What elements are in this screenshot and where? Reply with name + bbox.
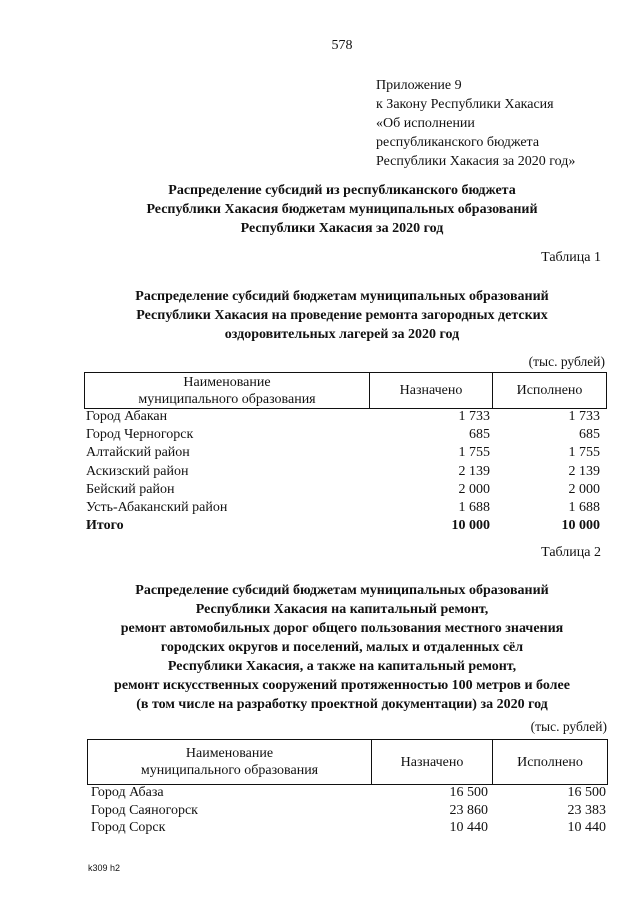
- main-title: [0, 181, 639, 238]
- table2-title-line: городских округов и поселений, малых и отдаленных сёл: [160, 640, 524, 655]
- row-assigned: 685: [469, 427, 490, 443]
- table-row: [86, 463, 606, 481]
- row-executed: 10 440: [567, 820, 606, 835]
- table2-units: (тыс. рублей): [530, 719, 607, 734]
- row-assigned: 1 688: [458, 499, 490, 515]
- table2-label: Таблица 2: [541, 545, 601, 560]
- table-row: [91, 819, 606, 837]
- row-name: Город Абаза: [91, 785, 164, 800]
- row-name: Аскизский район: [86, 463, 189, 479]
- appendix-line: Республики Хакасия за 2020 год»: [376, 154, 576, 169]
- table-row: [91, 802, 606, 820]
- total-name: Итого: [86, 518, 124, 534]
- table-row: [86, 481, 606, 499]
- page-number: 578: [331, 38, 353, 53]
- total-executed: 10 000: [561, 518, 600, 534]
- header-line: муниципального образования: [140, 763, 319, 778]
- row-assigned: 23 860: [449, 802, 488, 818]
- table1-title-line: Республики Хакасия на проведение ремонта загородных детских: [136, 308, 548, 323]
- row-name: Город Саяногорск: [91, 802, 198, 818]
- row-assigned: 16 500: [449, 785, 488, 800]
- row-executed: 1 755: [568, 445, 600, 461]
- row-executed: 1 688: [568, 499, 600, 515]
- table1-body: [86, 408, 606, 535]
- table1-header-name: [85, 373, 370, 408]
- row-assigned: 1 733: [458, 409, 490, 424]
- row-name: Бейский район: [86, 481, 175, 497]
- appendix-line: «Об исполнении: [376, 116, 475, 131]
- row-executed: 16 500: [567, 785, 606, 800]
- appendix-line: республиканского бюджета: [376, 135, 540, 150]
- appendix-line: Приложение 9: [376, 78, 462, 93]
- row-name: Усть-Абаканский район: [86, 499, 228, 515]
- total-assigned: 10 000: [451, 518, 490, 534]
- appendix-line: к Закону Республики Хакасия: [376, 97, 554, 112]
- row-assigned: 2 139: [458, 463, 490, 479]
- main-title-line: Республики Хакасия за 2020 год: [240, 221, 444, 236]
- table2-header: [87, 739, 608, 785]
- header-line: муниципального образования: [138, 391, 316, 407]
- table1-header-assigned: Назначено: [370, 373, 493, 408]
- row-name: Алтайский район: [86, 445, 190, 461]
- main-title-line: Республики Хакасия бюджетам муниципальных образований: [146, 202, 538, 217]
- table-row: [86, 499, 606, 517]
- table1-label: Таблица 1: [541, 250, 601, 265]
- appendix-block: [376, 76, 575, 171]
- row-name: Город Абакан: [86, 409, 168, 424]
- table-row: [91, 784, 606, 802]
- table2-title-line: Республики Хакасия, а также на капитальный ремонт,: [167, 659, 517, 674]
- row-name: Город Черногорск: [86, 427, 194, 443]
- row-assigned: 10 440: [449, 820, 488, 835]
- table1-title-line: оздоровительных лагерей за 2020 год: [224, 327, 460, 342]
- table1-units: (тыс. рублей): [528, 354, 605, 369]
- table2-header-assigned: Назначено: [372, 740, 493, 784]
- table-row: [86, 444, 606, 462]
- row-executed: 685: [579, 427, 600, 443]
- table-row: [86, 408, 606, 426]
- header-line: Наименование: [183, 374, 271, 390]
- table1-header-executed: Исполнено: [516, 383, 583, 398]
- table2-title-line: ремонт автомобильных дорог общего пользования местного значения: [120, 621, 564, 636]
- table1-header: [84, 372, 607, 409]
- table-total-row: [86, 517, 606, 535]
- table2-body: [91, 784, 606, 837]
- row-executed: 23 383: [567, 802, 606, 818]
- footer-code: k309 h2: [88, 863, 121, 873]
- table2-header-executed: Исполнено: [517, 754, 583, 770]
- table2-title-line: Республики Хакасия на капитальный ремонт,: [195, 602, 489, 617]
- table1-title-line: Распределение субсидий бюджетам муниципальных образований: [135, 289, 549, 304]
- table2-title-line: (в том числе на разработку проектной документации) за 2020 год: [136, 697, 548, 712]
- row-executed: 1 733: [568, 409, 600, 424]
- table2-title-line: Распределение субсидий бюджетам муниципальных образований: [135, 583, 549, 598]
- row-executed: 2 000: [568, 481, 600, 497]
- table2-title-line: ремонт искусственных сооружений протяженностью 100 метров и более: [114, 678, 570, 693]
- table-row: [86, 426, 606, 444]
- table2-title: [0, 581, 639, 714]
- header-line: Наименование: [185, 746, 274, 761]
- main-title-line: Распределение субсидий из республиканского бюджета: [168, 183, 516, 198]
- row-assigned: 2 000: [458, 481, 490, 497]
- row-assigned: 1 755: [458, 445, 490, 461]
- table1-title: [0, 287, 639, 344]
- row-executed: 2 139: [568, 463, 600, 479]
- row-name: Город Сорск: [91, 820, 166, 835]
- table2-header-name: [88, 740, 372, 784]
